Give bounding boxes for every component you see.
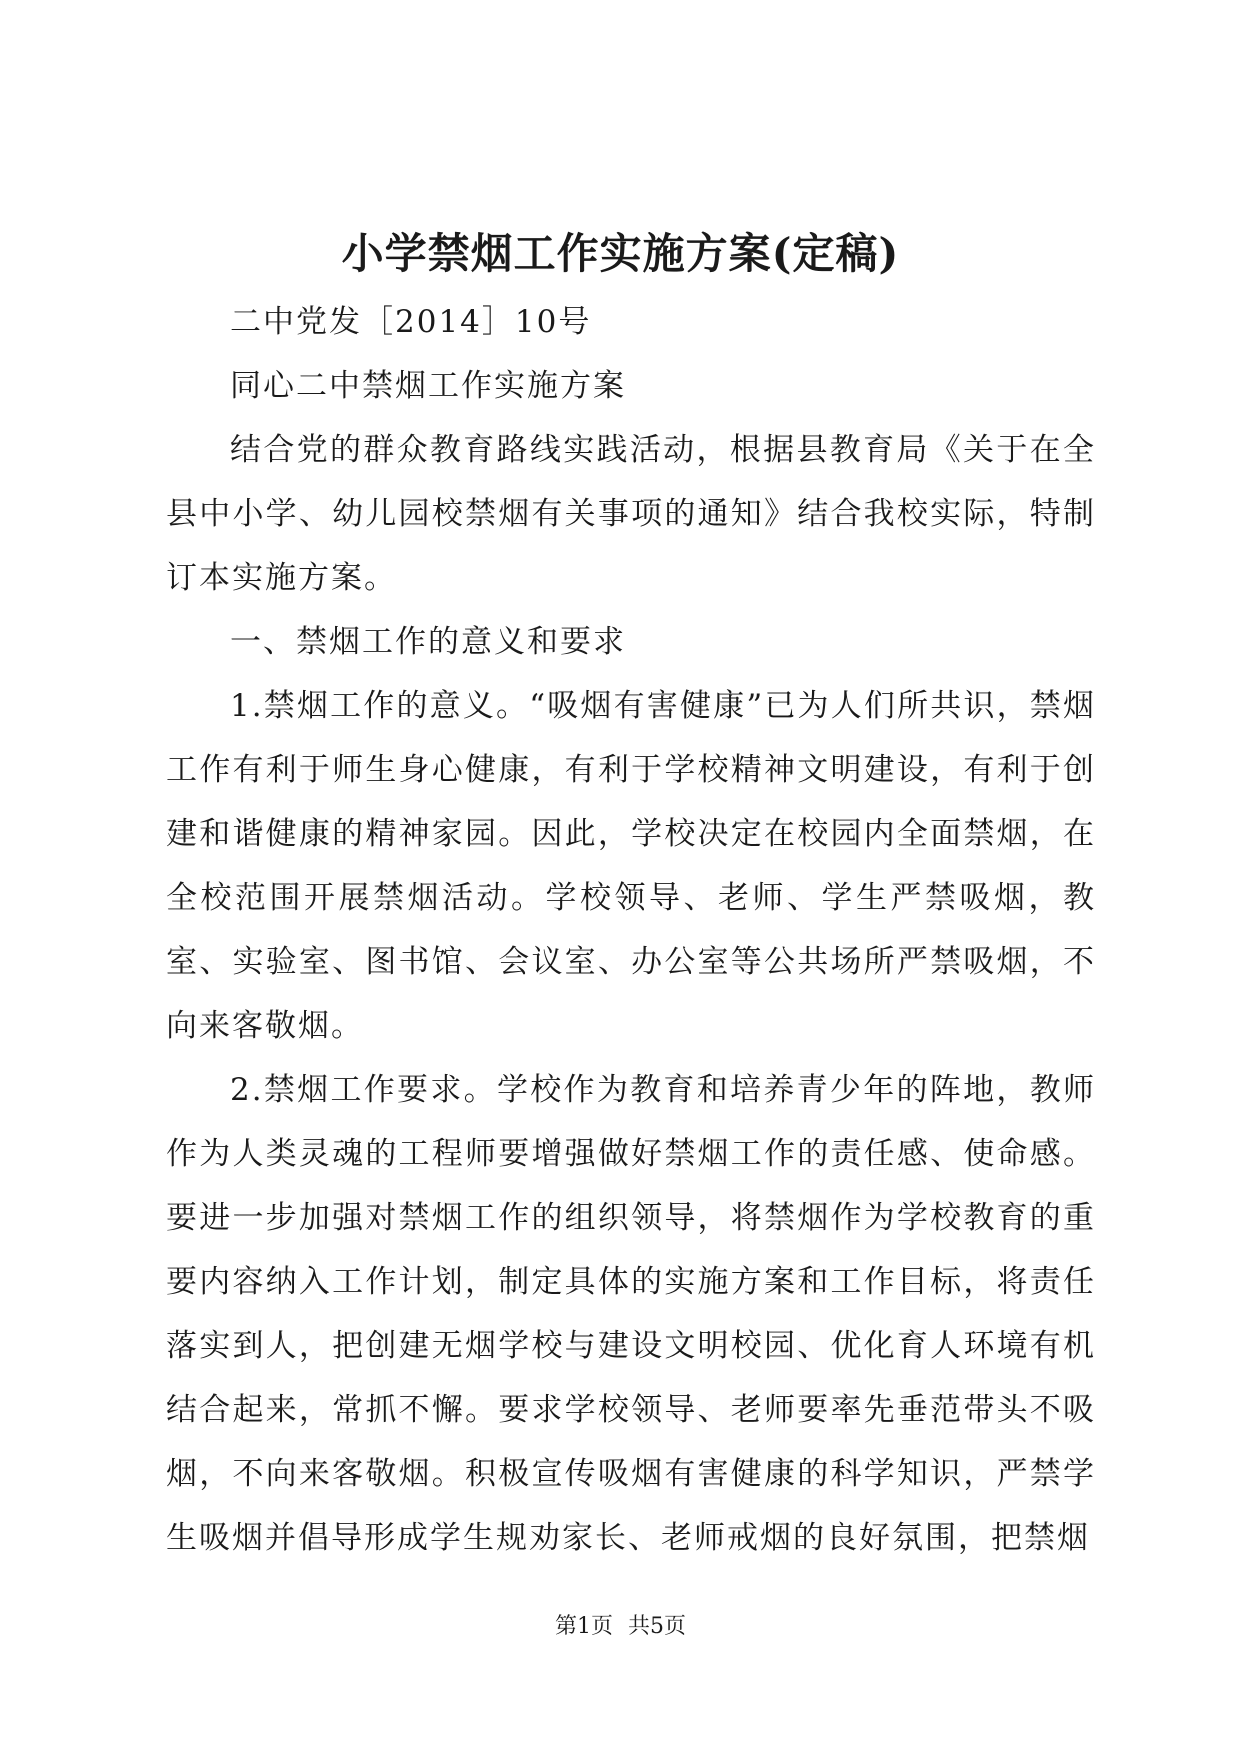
- paragraph-intro: 结合党的群众教育路线实践活动，根据县教育局《关于在全县中小学、幼儿园校禁烟有关事项的通知》结合我校实际，特制订本实施方案。: [166, 432, 1096, 596]
- document-title: 小学禁烟工作实施方案(定稿): [341, 229, 900, 278]
- document-body: [166, 290, 1096, 1570]
- page-total: 共5页: [628, 1614, 686, 1639]
- page-footer: [0, 1612, 1241, 1642]
- paragraph-item-1: 1.禁烟工作的意义。“吸烟有害健康”已为人们所共识，禁烟工作有利于师生身心健康，有利于学校精神文明建设，有利于创建和谐健康的精神家园。因此，学校决定在校园内全面禁烟，在全校范围开展禁烟活动。学校领导、老师、学生严禁吸烟，教室、实验室、图书馆、会议室、办公室等公共场所严禁吸烟，不向来客敬烟。: [166, 688, 1096, 1044]
- page-number: 第1页: [555, 1614, 613, 1639]
- paragraph-doc-number: 二中党发［2014］10号: [230, 304, 592, 340]
- section-heading-1: 一、禁烟工作的意义和要求: [230, 624, 626, 660]
- paragraph-subtitle: 同心二中禁烟工作实施方案: [230, 368, 626, 404]
- paragraph-item-2: 2.禁烟工作要求。学校作为教育和培养青少年的阵地，教师作为人类灵魂的工程师要增强做好禁烟工作的责任感、使命感。要进一步加强对禁烟工作的组织领导，将禁烟作为学校教育的重要内容纳入工作计划，制定具体的实施方案和工作目标，将责任落实到人，把创建无烟学校与建设文明校园、优化育人环境有机结合起来，常抓不懈。要求学校领导、老师要率先垂范带头不吸烟，不向来客敬烟。积极宣传吸烟有害健康的科学知识，严禁学生吸烟并倡导形成学生规劝家长、老师戒烟的良好氛围，把禁烟: [166, 1072, 1096, 1556]
